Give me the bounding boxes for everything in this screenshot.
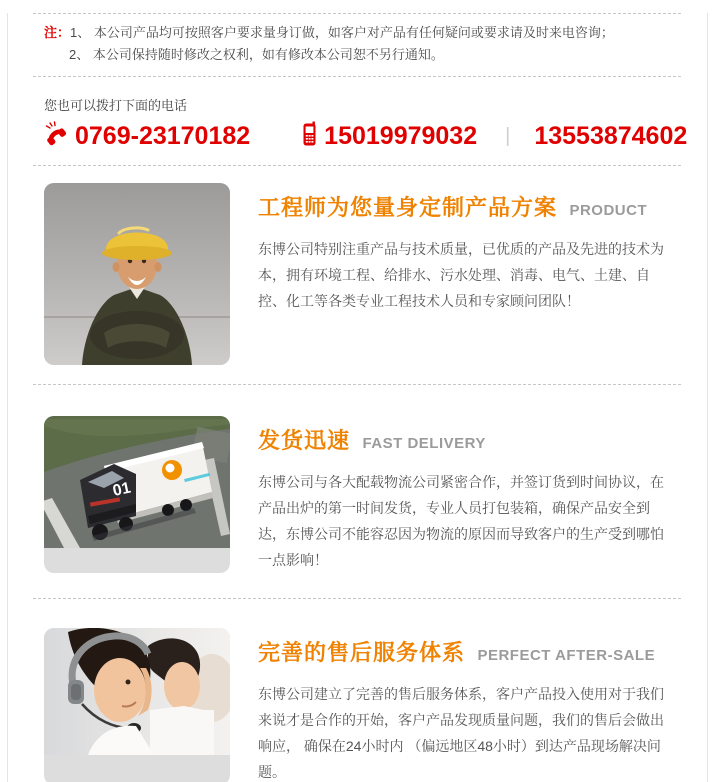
phone-number-1: 0769-23170182	[75, 121, 251, 150]
dotted-divider	[33, 165, 681, 166]
section-subtitle-en: FAST DELIVERY	[362, 435, 486, 452]
section-subtitle-en: PRODUCT	[569, 202, 648, 219]
feature-section-delivery	[44, 416, 707, 573]
note-row-2	[44, 44, 667, 66]
telephone-icon	[44, 121, 68, 152]
note-item-1: 1、 本公司产品均可按照客户要求量身订做，如客户对产品有任何疑问或要求请及时来电咨询；	[70, 25, 614, 40]
section-title-row	[258, 424, 666, 455]
section-text	[258, 416, 666, 573]
phone-intro-text: 您也可以拨打下面的电话	[44, 98, 188, 113]
feature-section-product	[44, 183, 707, 365]
phone-item-1	[44, 121, 250, 152]
section-title: 发货迅速	[258, 428, 351, 453]
section-body: 东博公司与各大配载物流公司紧密合作，并签订货到时间协议，在产品出炉的第一时间发货，专业人员打包装箱，确保产品安全到达，东博公司不能容忍因为物流的原因而导致客户的生产受到哪怕一点影响！	[258, 474, 664, 568]
mobile-phone-icon	[302, 121, 317, 151]
phone-number-2: 15019979032	[324, 121, 478, 150]
note-row-1	[44, 22, 667, 44]
phone-number-3: 13553874602	[534, 121, 688, 150]
section-subtitle-en: PERFECT AFTER-SALE	[477, 647, 656, 664]
dotted-divider	[33, 384, 681, 385]
phone-item-3	[534, 122, 687, 151]
content-frame	[7, 13, 708, 782]
phone-row	[44, 120, 707, 152]
delivery-truck-photo	[44, 416, 230, 573]
phone-item-2	[302, 121, 477, 151]
section-text	[258, 628, 666, 782]
phone-separator: |	[505, 124, 511, 147]
section-title: 完善的售后服务体系	[258, 640, 466, 665]
notes-block	[44, 22, 667, 66]
section-title-row	[258, 636, 666, 667]
dotted-divider	[33, 598, 681, 599]
feature-section-after-sale	[44, 628, 707, 782]
section-body: 东博公司特别注重产品与技术质量，已优质的产品及先进的技术为本，拥有环境工程、给排水、污水处理、消毒、电气、土建、自控、化工等各类专业工程技术人员和专家顾问团队！	[258, 241, 664, 309]
dotted-divider	[33, 76, 681, 77]
section-title: 工程师为您量身定制产品方案	[258, 195, 558, 220]
after-sale-photo	[44, 628, 230, 782]
engineer-photo	[44, 183, 230, 365]
section-text	[258, 183, 666, 365]
note-label: 注：	[44, 25, 71, 40]
section-body: 东博公司建立了完善的售后服务体系，客户产品投入使用对于我们来说才是合作的开始，客户产品发现质量问题，我们的售后会做出响应， 确保在24小时内 （偏远地区48小时）到达产品现场解决问题。	[258, 686, 664, 780]
note-item-2: 2、 本公司保持随时修改之权利，如有修改本公司恕不另行通知。	[69, 47, 444, 62]
dotted-divider	[33, 13, 681, 14]
svg-text:01: 01	[111, 479, 133, 500]
section-title-row	[258, 191, 666, 222]
